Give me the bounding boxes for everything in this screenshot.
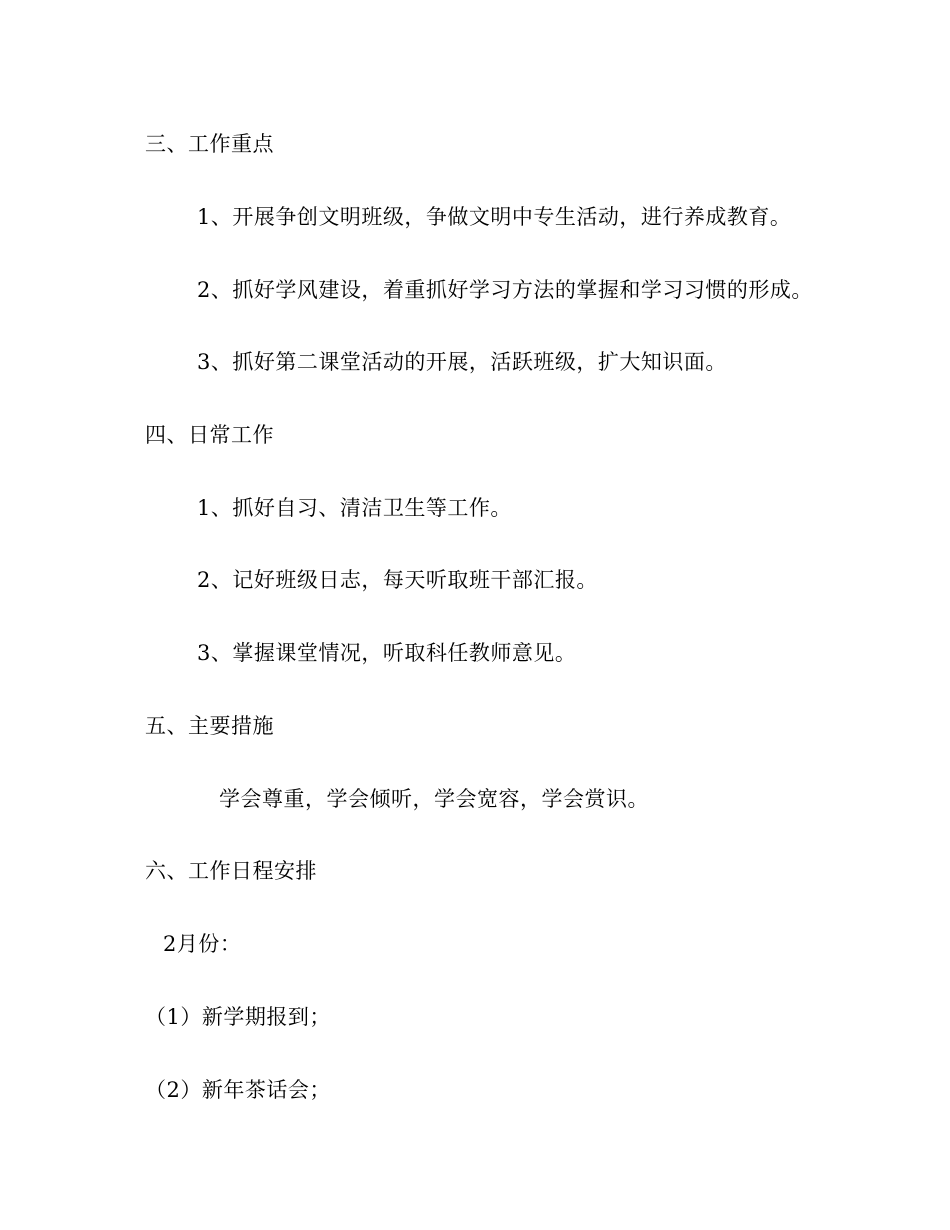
list-item: 3、掌握课堂情况，听取科任教师意见。 bbox=[197, 641, 577, 665]
list-item: 2、记好班级日志，每天听取班干部汇报。 bbox=[197, 568, 598, 592]
list-item: 1、开展争创文明班级，争做文明中专生活动，进行养成教育。 bbox=[197, 205, 792, 229]
month-label: 2月份： bbox=[163, 932, 242, 956]
section-heading-work-focus: 三、工作重点 bbox=[145, 132, 274, 156]
section-heading-schedule: 六、工作日程安排 bbox=[145, 859, 317, 883]
section-heading-main-measures: 五、主要措施 bbox=[145, 714, 274, 738]
list-item: 1、抓好自习、清洁卫生等工作。 bbox=[197, 496, 512, 520]
section-heading-daily-work: 四、日常工作 bbox=[145, 423, 274, 447]
paragraph: 学会尊重，学会倾听，学会宽容，学会赏识。 bbox=[219, 787, 649, 811]
list-item: 2、抓好学风建设，着重抓好学习方法的掌握和学习习惯的形成。 bbox=[197, 278, 813, 302]
list-item: （2）新年茶话会； bbox=[145, 1078, 331, 1102]
list-item: （1）新学期报到； bbox=[145, 1005, 331, 1029]
list-item: 3、抓好第二课堂活动的开展，活跃班级，扩大知识面。 bbox=[197, 350, 727, 374]
